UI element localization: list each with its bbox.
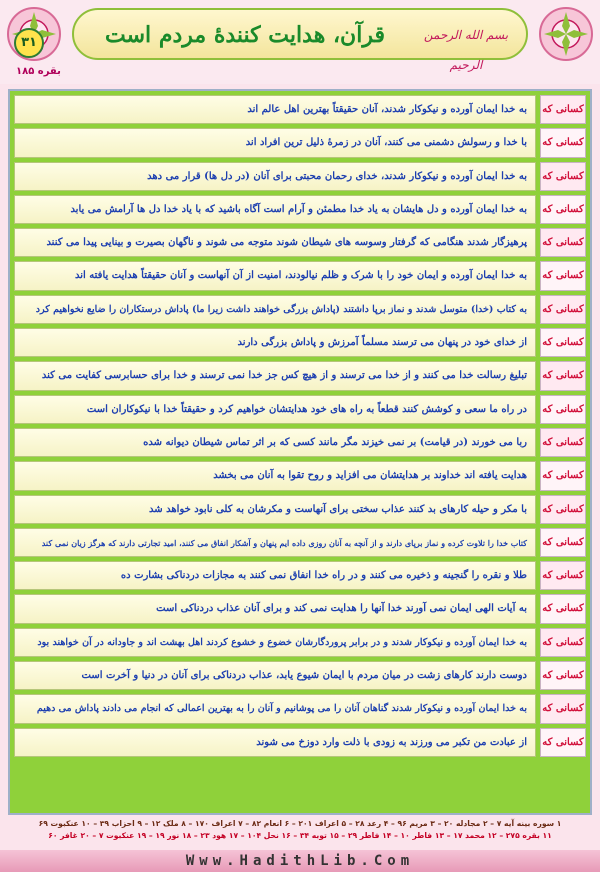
row-label: کسانی که xyxy=(540,228,586,257)
header xyxy=(0,0,600,84)
row-text: به خدا ایمان آورده و نیکوکار شدند و در برابر پروردگارشان خضوع و خشوع کردند اهل بهشت اند و جاودانه در آن خواهند بود xyxy=(14,628,536,657)
table-row xyxy=(12,659,588,692)
references-line-1: ۱ سوره بینه آیه ۷ – ۲ مجادله ۲۰ – ۳ مریم ۹۶ – ۴ رعد ۲۸ – ۵ اعراف ۲۰۱ – ۶ انعام ۸۲ – ۷ اعراف ۱۷۰ – ۸ ملک ۱۲ – ۹ احزاب ۳۹ – ۱۰ عنکبوت ۶۹ xyxy=(38,819,562,828)
row-text: به خدا ایمان آورده و نیکوکار شدند، آنان حقیقتاً بهترین اهل عالم اند xyxy=(14,95,536,124)
row-label: کسانی که xyxy=(540,561,586,590)
basmala-calligraphy: بسم الله الرحمن الرحیم xyxy=(423,28,509,72)
table-row xyxy=(12,326,588,359)
table-row xyxy=(12,393,588,426)
row-label: کسانی که xyxy=(540,261,586,290)
row-text: دوست دارند کارهای زشت در میان مردم با ایمان شیوع یابد، عذاب دردناکی برای آنان در دنیا و آخرت است xyxy=(14,661,536,690)
row-text: در راه ما سعی و کوشش کنند قطعاً به راه های خود هدایتشان خواهیم کرد و حقیقتاً خدا با نیکوکاران است xyxy=(14,395,536,424)
row-label: کسانی که xyxy=(540,428,586,457)
website-link[interactable]: Www.HadithLib.Com xyxy=(0,850,600,872)
table-row xyxy=(12,426,588,459)
table-row xyxy=(12,93,588,126)
title-banner xyxy=(72,8,528,72)
row-text: به خدا ایمان آورده و نیکوکار شدند گناهان آنان را می پوشانیم و آنان را به بهترین اعمالی که انجام می دادند پاداش می دهیم xyxy=(14,694,536,723)
verses-table xyxy=(8,89,592,815)
table-row xyxy=(12,559,588,592)
table-row xyxy=(12,592,588,625)
row-text: از خدای خود در پنهان می ترسند مسلماً آمرزش و پاداش بزرگی دارند xyxy=(14,328,536,357)
floral-corner-icon xyxy=(536,4,596,64)
table-row xyxy=(12,493,588,526)
page-title: قرآن، هدایت کنندهٔ مردم است xyxy=(105,22,385,48)
row-label: کسانی که xyxy=(540,361,586,390)
row-label: کسانی که xyxy=(540,195,586,224)
row-label: کسانی که xyxy=(540,661,586,690)
table-row xyxy=(12,259,588,292)
row-text: به خدا ایمان آورده و دل هایشان به یاد خدا مطمئن و آرام است آگاه باشید که با یاد خدا دل ها آرامش می یابد xyxy=(14,195,536,224)
row-text: کتاب خدا را تلاوت کرده و نماز برپای دارند و از آنچه به آنان روزی داده ایم پنهان و آشکار انفاق می کنند، امید تجارتی دارند که هرگز زیان نمی کند xyxy=(14,528,536,557)
row-label: کسانی که xyxy=(540,395,586,424)
row-label: کسانی که xyxy=(540,495,586,524)
row-label: کسانی که xyxy=(540,528,586,557)
row-label: کسانی که xyxy=(540,95,586,124)
row-text: به آیات الهی ایمان نمی آورند خدا آنها را هدایت نمی کند و برای آنان عذاب دردناکی است xyxy=(14,594,536,623)
table-row xyxy=(12,359,588,392)
source-reference: بقره ۱۸۵ xyxy=(16,66,61,77)
row-label: کسانی که xyxy=(540,328,586,357)
table-row xyxy=(12,726,588,759)
table-row xyxy=(12,226,588,259)
row-label: کسانی که xyxy=(540,628,586,657)
table-row xyxy=(12,126,588,159)
row-label: کسانی که xyxy=(540,728,586,757)
page-number-badge: ۳۱ xyxy=(14,28,44,58)
row-label: کسانی که xyxy=(540,694,586,723)
row-text: به خدا ایمان آورده و ایمان خود را با شرک و ظلم نیالودند، امنیت از آن آنهاست و آنان حقیقتاً هدایت یافته اند xyxy=(14,261,536,290)
row-label: کسانی که xyxy=(540,128,586,157)
row-label: کسانی که xyxy=(540,461,586,490)
row-text: هدایت یافته اند خداوند بر هدایتشان می افزاید و روح تقوا به آنان می بخشد xyxy=(14,461,536,490)
table-row xyxy=(12,160,588,193)
row-text: با مکر و حیله کارهای بد کنند عذاب سختی برای آنهاست و مکرشان به کلی نابود خواهد شد xyxy=(14,495,536,524)
table-row xyxy=(12,193,588,226)
row-label: کسانی که xyxy=(540,594,586,623)
row-text: ربا می خورند (در قیامت) بر نمی خیزند مگر مانند کسی که بر اثر تماس شیطان دیوانه شده xyxy=(14,428,536,457)
table-row xyxy=(12,626,588,659)
row-text: به کتاب (خدا) متوسل شدند و نماز برپا داشتند (پاداش بزرگی خواهند داشت زیرا ما) پاداش درستکاران را ضایع نخواهیم کرد xyxy=(14,295,536,324)
table-row xyxy=(12,293,588,326)
row-text: طلا و نقره را گنجینه و ذخیره می کنند و در راه خدا انفاق نمی کنند به مجازات دردناکی بشارت ده xyxy=(14,561,536,590)
row-text: از عبادت من تکبر می ورزند به زودی با ذلت وارد دوزخ می شوند xyxy=(14,728,536,757)
row-label: کسانی که xyxy=(540,162,586,191)
row-text: پرهیزگار شدند هنگامی که گرفتار وسوسه های شیطان شوند متوجه می شوند و ناگهان بصیرت و بینایی پیدا می کنند xyxy=(14,228,536,257)
table-row xyxy=(12,692,588,725)
row-label: کسانی که xyxy=(540,295,586,324)
row-text: با خدا و رسولش دشمنی می کنند، آنان در زمرهٔ ذلیل ترین افراد اند xyxy=(14,128,536,157)
table-row xyxy=(12,459,588,492)
row-text: به خدا ایمان آورده و نیکوکار شدند، خدای رحمان محبتی برای آنان (در دل ها) قرار می دهد xyxy=(14,162,536,191)
table-row xyxy=(12,526,588,559)
references-line-2: ۱۱ بقره ۲۷۵ – ۱۲ محمد ۱۷ – ۱۳ فاطر ۱۰ – ۱۴ فاطر ۲۹ – ۱۵ توبه ۳۴ – ۱۶ نحل ۱۰۴ – ۱۷ هود ۲۳ – ۱۸ نور ۱۹ – ۱۹ عنکبوت ۷ – ۲۰ غافر ۶۰ xyxy=(48,831,552,840)
verse-references xyxy=(8,818,592,848)
row-text: تبلیغ رسالت خدا می کنند و از خدا می ترسند و از هیچ کس جز خدا نمی ترسند و خدا برای حسابرسی کفایت می کند xyxy=(14,361,536,390)
